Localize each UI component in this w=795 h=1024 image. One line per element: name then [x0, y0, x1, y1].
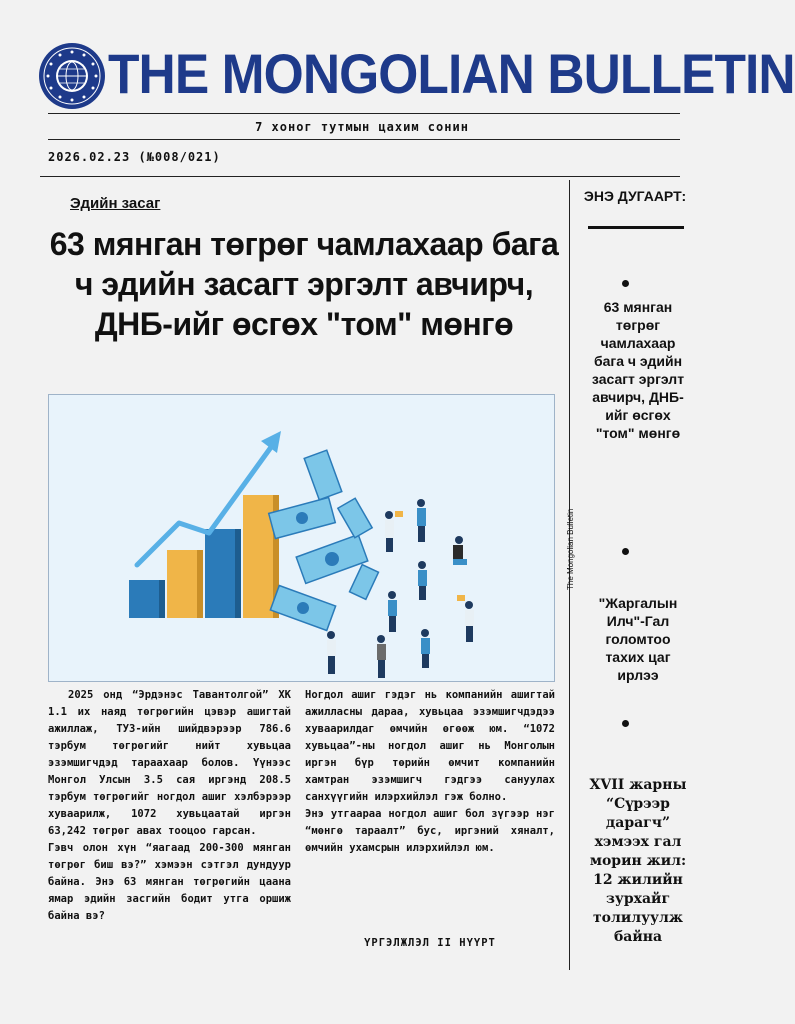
sidebar-item[interactable]: XVII жарны “Сүрээр дарагч” хэмээх гал морин жил: 12 жилийн зурхайг толилуулж байна	[589, 777, 687, 945]
sidebar-item[interactable]: "Жаргалын Илч"-Гал голомтоо тахих цаг ирлээ	[598, 595, 678, 683]
bullet-dot-icon	[622, 548, 629, 555]
globe-seal-icon	[38, 42, 106, 110]
vertical-brand-text: The Mongolian Bulletin	[566, 508, 575, 590]
issue-date-number: 2026.02.23 (№008/021)	[48, 150, 221, 164]
tagline-rule	[48, 139, 680, 140]
masthead-title: THE MONGOLIAN BULLETIN	[108, 42, 795, 105]
article-headline[interactable]: 63 мянган төгрөг чамлахаар бага ч эдийн засагт эргэлт авчирч, ДНБ-ийг өсгөх "том" мөнгө	[49, 226, 559, 342]
masthead-rule	[48, 113, 680, 114]
sidebar-title: ЭНЭ ДУГААРТ:	[583, 188, 687, 204]
bullet-dot-icon	[622, 720, 629, 727]
article-paragraph: Энэ утгаараа ногдол ашиг бол зүгээр нэг “мөнгө тараалт” бус, иргэний хяналт, өмчийн ухамсрын илэрхийлэл юм.	[305, 808, 555, 854]
article-column-1	[48, 687, 291, 925]
article-paragraph: Гэвч олон хүн “яагаад 200-300 мянган төгрөг биш вэ?” хэмээн сэтгэл дундуур байна. Энэ 63 мянган төгрөгийн цаана ямар эдийн засгийн бодит утга оршиж байна вэ?	[48, 842, 291, 922]
section-label[interactable]: Эдийн засаг	[70, 195, 161, 212]
article-column-2	[305, 687, 555, 857]
continued-on-page-link[interactable]: ҮРГЭЛЖЛЭЛ II НҮҮРТ	[364, 937, 496, 949]
article-hero-image	[48, 394, 555, 682]
sidebar-title-underline	[588, 226, 684, 229]
article-paragraph: 2025 онд “Эрдэнэс Тавантолгой” ХК 1.1 их наяд төгрөгийн цэвэр ашигтай ажиллаж, ТУЗ-ийн шийдвэрээр 786.6 тэрбум төгрөгийг нийт хувьцаа эзэмшигчдэд тараахаар болов. Үүнээс Монгол Улсын 3.5 сая иргэнд 208.5 тэрбум төгрөгийг ногдол ашиг хэлбэрээр хуваарилж, 1072 хувьцаатай иргэн 63,242 төгрөг авах тооцоо гарсан.	[48, 689, 291, 837]
article-paragraph: Ногдол ашиг гэдэг нь компанийн ашигтай ажилласны дараа, хувьцаа эзэмшигчдэдээ хуваарилдаг өмчийн өгөөж юм. “1072 хувьцаа”-ны ногдол ашиг нь Монголын иргэн бүр төрийн өмчит компанийн хамтран эзэмшигч гэдгээ сануулах санхүүгийн илэрхийлэл гэж болно.	[305, 689, 555, 803]
issue-rule	[40, 176, 680, 177]
sidebar-item[interactable]: 63 мянган төгрөг чамлахаар бага ч эдийн засагт эргэлт авчирч, ДНБ-ийг өсгөх "том" мөнгө	[591, 299, 685, 441]
bullet-dot-icon	[622, 280, 629, 287]
tagline: 7 хоног тутмын цахим сонин	[255, 120, 469, 134]
